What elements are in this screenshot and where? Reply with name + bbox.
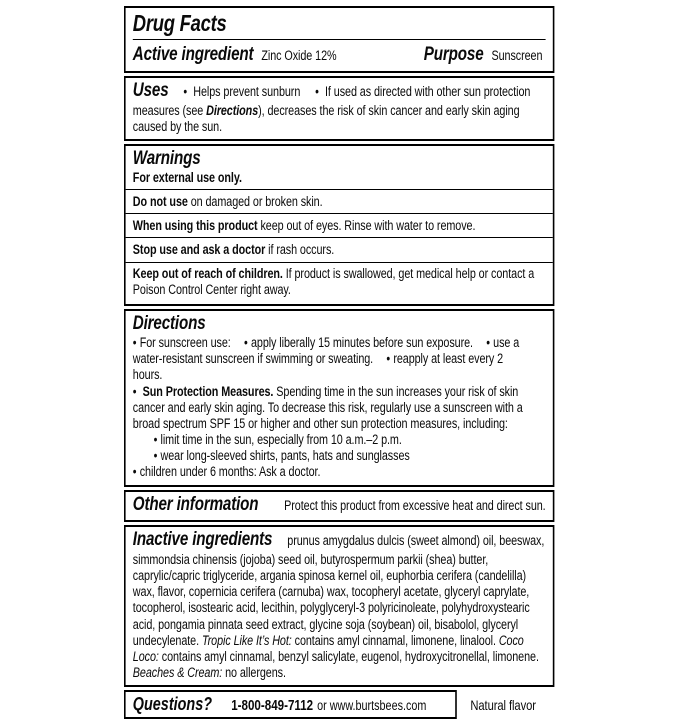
active-ingredient-row [133, 44, 546, 66]
warnings-section [124, 144, 554, 306]
bullet-glyph: • [183, 83, 188, 99]
bullet-glyph: • [132, 464, 137, 480]
warning-text: on damaged or broken skin. [187, 193, 323, 209]
directions-use-line [133, 335, 546, 384]
uses-section [124, 76, 554, 141]
warning-row [133, 265, 546, 299]
active-ingredient-label: Active ingredient [132, 44, 254, 66]
children-note-text: children under 6 months: Ask a doctor. [139, 464, 321, 480]
scent-name: Coco Loco: [132, 632, 524, 664]
sun-protection-paragraph [133, 384, 546, 433]
directions-item-text: reapply at least every 2 hours. [132, 351, 504, 383]
warnings-divider [126, 213, 553, 214]
warnings-divider [126, 262, 553, 263]
other-information-text: Protect this product from excessive heat and direct sun. [284, 497, 546, 513]
bullet-glyph: • [315, 83, 319, 99]
warning-row [133, 217, 546, 235]
other-information-row [133, 494, 546, 516]
drug-facts-label [124, 6, 554, 719]
warning-text: keep out of eyes. Rinse with water to remove. [257, 217, 476, 233]
inactive-ingredients-list: prunus amygdalus dulcis (sweet almond) oil, beeswax, simmondsia chinensis (jojoba) seed oil, butyrospermum parkii (shea) butter, caprylic/capric triglyceride, argania spinosa kernel oil, euphorbia cerifera (candelilla) wax, flavor, copernicia cerifera (carnuba) wax, tocopheryl acetate, glyceryl caprylate, tocopherol, isostearic acid, lecithin, polyglyceryl-3 polyricinoleate, polyhydroxystearic acid, pongamia pinnata seed extract, glycine soja (soybean) oil, bisabolol, glyceryl undecylenate. [132, 533, 545, 648]
directions-item-text: use a water-resistant sunscreen if swimming or sweating. [132, 334, 520, 367]
sun-protection-lead: Sun Protection Measures. [142, 383, 274, 399]
warning-row [133, 241, 546, 259]
directions-item-text: For sunscreen use: [139, 334, 231, 350]
warnings-heading: Warnings [132, 148, 201, 170]
bullet-glyph: • [244, 334, 248, 350]
bullet-glyph: • [386, 351, 391, 367]
warnings-divider [126, 189, 553, 190]
uses-bullet-2: If used as directed with other sun protection measures (see [132, 83, 531, 118]
footer-row [124, 690, 554, 719]
directions-sub-item [133, 448, 546, 464]
bullet-glyph: • [486, 334, 490, 350]
header-section [124, 6, 554, 73]
scent-allergens: contains amyl cinnamal, benzyl salicylate, eugenol, hydroxycitronellal, limonene. [158, 648, 539, 664]
warning-text: if rash occurs. [265, 241, 335, 257]
directions-heading: Directions [132, 312, 206, 334]
children-note [133, 464, 546, 480]
warning-bold-lead: Stop use and ask a doctor [132, 241, 266, 257]
questions-heading: Questions? [132, 694, 213, 715]
directions-item-text: apply liberally 15 minutes before sun exposure. [250, 334, 473, 350]
directions-sub-text: limit time in the sun, especially from 10 a.m.–2 p.m. [160, 432, 402, 448]
uses-bullet-2-end: ), decreases the risk of skin cancer and early skin aging caused by the sun. [132, 102, 520, 134]
warning-text: If product is swallowed, get medical help or contact a Poison Control Center right away. [132, 266, 535, 298]
warning-bold-lead: When using this product [132, 217, 258, 233]
inactive-ingredients-paragraph [133, 529, 546, 681]
warnings-divider [126, 237, 553, 238]
questions-section [124, 690, 457, 719]
inactive-ingredients-section [124, 525, 554, 687]
uses-bullet-1: Helps prevent sunburn [193, 83, 301, 99]
directions-section [124, 309, 554, 487]
other-information-heading: Other information [132, 493, 259, 515]
purpose-group [424, 44, 546, 66]
bullet-glyph: • [153, 448, 158, 464]
natural-flavor-note: Natural flavor [470, 696, 536, 713]
scent-allergens: no allergens. [222, 665, 286, 681]
sun-protection-text: Spending time in the sun increases your risk of skin cancer and early skin aging. To decrease this risk, regularly use a sunscreen with a broad spectrum SPF 15 or higher and other sun protection measures, including: [132, 383, 523, 431]
uses-paragraph [133, 80, 546, 135]
directions-sub-text: wear long-sleeved shirts, pants, hats and sunglasses [160, 448, 410, 464]
inactive-ingredients-heading: Inactive ingredients [132, 529, 273, 551]
other-information-section [124, 490, 554, 522]
scent-allergens: contains amyl cinnamal, limonene, linalool. [291, 632, 499, 648]
scent-name: Tropic Like It’s Hot: [201, 632, 292, 648]
warning-row [133, 193, 546, 211]
warning-bold-lead: Keep out of reach of children. [132, 266, 283, 282]
directions-sub-item [133, 432, 546, 448]
external-use-warning: For external use only. [132, 170, 242, 186]
directions-item [244, 335, 473, 350]
header-divider [133, 39, 546, 40]
active-ingredient-value: Zinc Oxide 12% [261, 48, 337, 64]
bullet-glyph: • [132, 334, 137, 350]
bullet-glyph: • [132, 383, 137, 399]
drug-facts-title: Drug Facts [132, 10, 227, 36]
purpose-value: Sunscreen [491, 48, 543, 64]
bullet-glyph: • [153, 432, 158, 448]
directions-reference: Directions [206, 102, 259, 118]
warning-bold-lead: Do not use [132, 193, 188, 209]
questions-website: or www.burtsbees.com [317, 698, 427, 714]
uses-heading: Uses [132, 79, 169, 101]
scent-name: Beaches & Cream: [132, 665, 223, 681]
directions-item [133, 335, 231, 350]
purpose-label: Purpose [423, 44, 484, 66]
questions-phone: 1-800-849-7112 [231, 698, 314, 715]
